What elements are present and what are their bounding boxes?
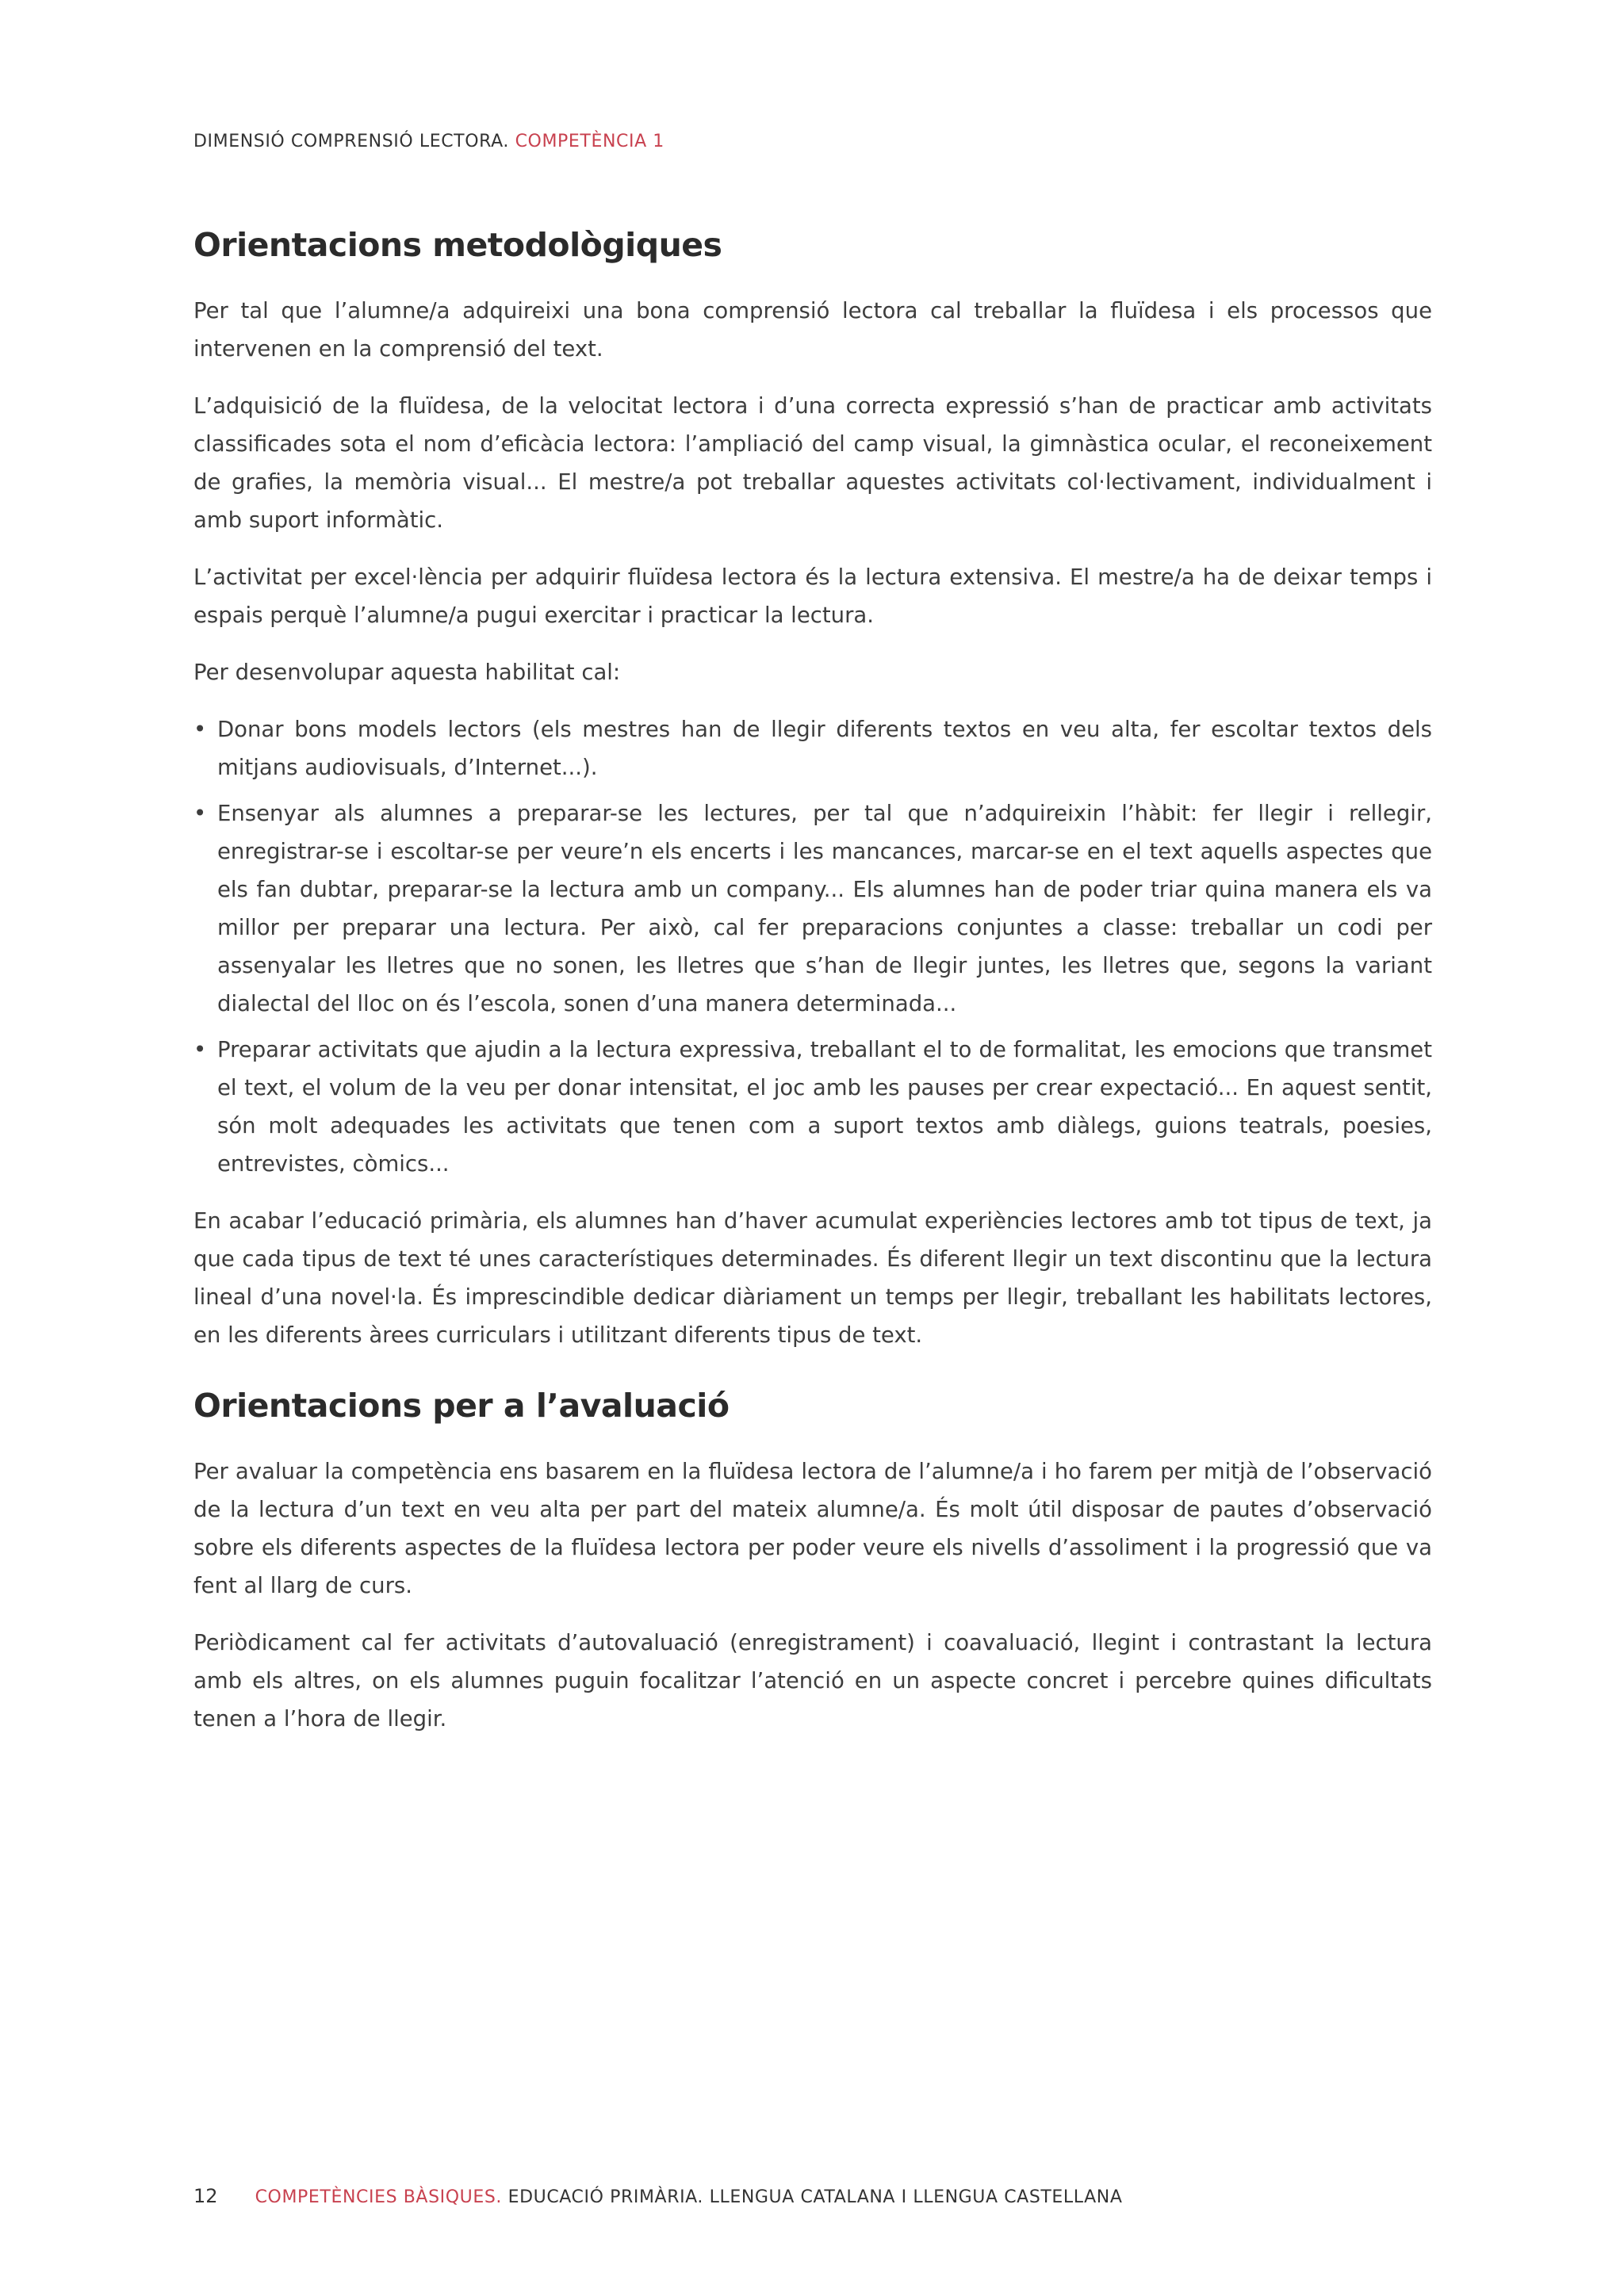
header-section-label: DIMENSIÓ COMPRENSIÓ LECTORA. <box>193 132 509 151</box>
running-header <box>193 132 665 151</box>
paragraph: Per avaluar la competència ens basarem en la fluïdesa lectora de l’alumne/a i ho farem per mitjà de l’observació de la lectura d’un text en veu alta per part del mateix alumne/a. És molt útil disposar de pautes d’observació sobre els diferents aspectes de la fluïdesa lectora per poder veure els nivells d’assoliment i la progressió que va fent al llarg de curs. <box>193 1459 1432 1598</box>
section-methodological-guidance <box>193 222 1432 1354</box>
list-item-text: Ensenyar als alumnes a preparar-se les lectures, per tal que n’adquireixin l’hàbit: fer llegir i rellegir, enregistrar-se i escoltar-se per veure’n els encerts i les mancances, marcar-se en el text aquells aspectes que els fan dubtar, preparar-se la lectura amb un company... Els alumnes han de poder triar quina manera els va millor per preparar una lectura. Per això, cal fer preparacions conjuntes a classe: treballar un codi per assenyalar les lletres que no sonen, les lletres que s’han de llegir juntes, les lletres que, segons la variant dialectal del lloc on és l’escola, sonen d’una manera determinada... <box>217 801 1432 1016</box>
paragraph: Per tal que l’alumne/a adquireixi una bona comprensió lectora cal treballar la fluïdesa i els processos que intervenen en la comprensió del text. <box>193 298 1432 362</box>
list-item <box>193 710 1432 786</box>
paragraph: L’activitat per excel·lència per adquirir fluïdesa lectora és la lectura extensiva. El mestre/a ha de deixar temps i espais perquè l’alumne/a pugui exercitar i practicar la lectura. <box>193 564 1432 628</box>
paragraph: Periòdicament cal fer activitats d’autovaluació (enregistrament) i coavaluació, llegint i contrastant la lectura amb els altres, on els alumnes puguin focalitzar l’atenció en un aspecte concret i percebre quines dificultats tenen a l’hora de llegir. <box>193 1630 1432 1732</box>
paragraph: En acabar l’educació primària, els alumnes han d’haver acumulat experiències lectores amb tot tipus de text, ja que cada tipus de text té unes característiques determinades. És diferent llegir un text discontinu que la lectura lineal d’una novel·la. És imprescindible dedicar diàriament un temps per llegir, treballant les habilitats lectores, en les diferents àrees curriculars i utilitzant diferents tipus de text. <box>193 1208 1432 1348</box>
list-item <box>193 1031 1432 1183</box>
paragraph: Per desenvolupar aquesta habilitat cal: <box>193 660 621 685</box>
header-competence-label: COMPETÈNCIA 1 <box>515 132 665 151</box>
bullet-mark: • <box>193 801 207 826</box>
section-assessment-guidance <box>193 1383 1432 1738</box>
list-item-text: Donar bons models lectors (els mestres han de llegir diferents textos en veu alta, fer escoltar textos dels mitjans audiovisuals, d’Internet...). <box>217 717 1432 780</box>
paragraph: L’adquisició de la fluïdesa, de la velocitat lectora i d’una correcta expressió s’han de practicar amb activitats classificades sota el nom d’eficàcia lectora: l’ampliació del camp visual, la gimnàstica ocular, el reconeixement de grafies, la memòria visual... El mestre/a pot treballar aquestes activitats col·lectivament, individualment i amb suport informàtic. <box>193 393 1432 533</box>
running-footer <box>193 2185 1123 2207</box>
footer-collection-label: COMPETÈNCIES BÀSIQUES. <box>255 2187 502 2207</box>
footer-subject-label: EDUCACIÓ PRIMÀRIA. LLENGUA CATALANA I LLENGUA CASTELLANA <box>508 2187 1123 2207</box>
page-number: 12 <box>193 2185 218 2207</box>
bullet-list <box>193 710 1432 1183</box>
page-content <box>193 222 1432 1757</box>
section-title: Orientacions per a l’avaluació <box>193 1387 730 1425</box>
bullet-mark: • <box>193 717 207 742</box>
section-title: Orientacions metodològiques <box>193 226 722 264</box>
list-item-text: Preparar activitats que ajudin a la lectura expressiva, treballant el to de formalitat, les emocions que transmet el text, el volum de la veu per donar intensitat, el joc amb les pauses per crear expectació... En aquest sentit, són molt adequades les activitats que tenen com a suport textos amb diàlegs, guions teatrals, poesies, entrevistes, còmics... <box>217 1037 1432 1177</box>
list-item <box>193 794 1432 1023</box>
bullet-mark: • <box>193 1037 207 1062</box>
